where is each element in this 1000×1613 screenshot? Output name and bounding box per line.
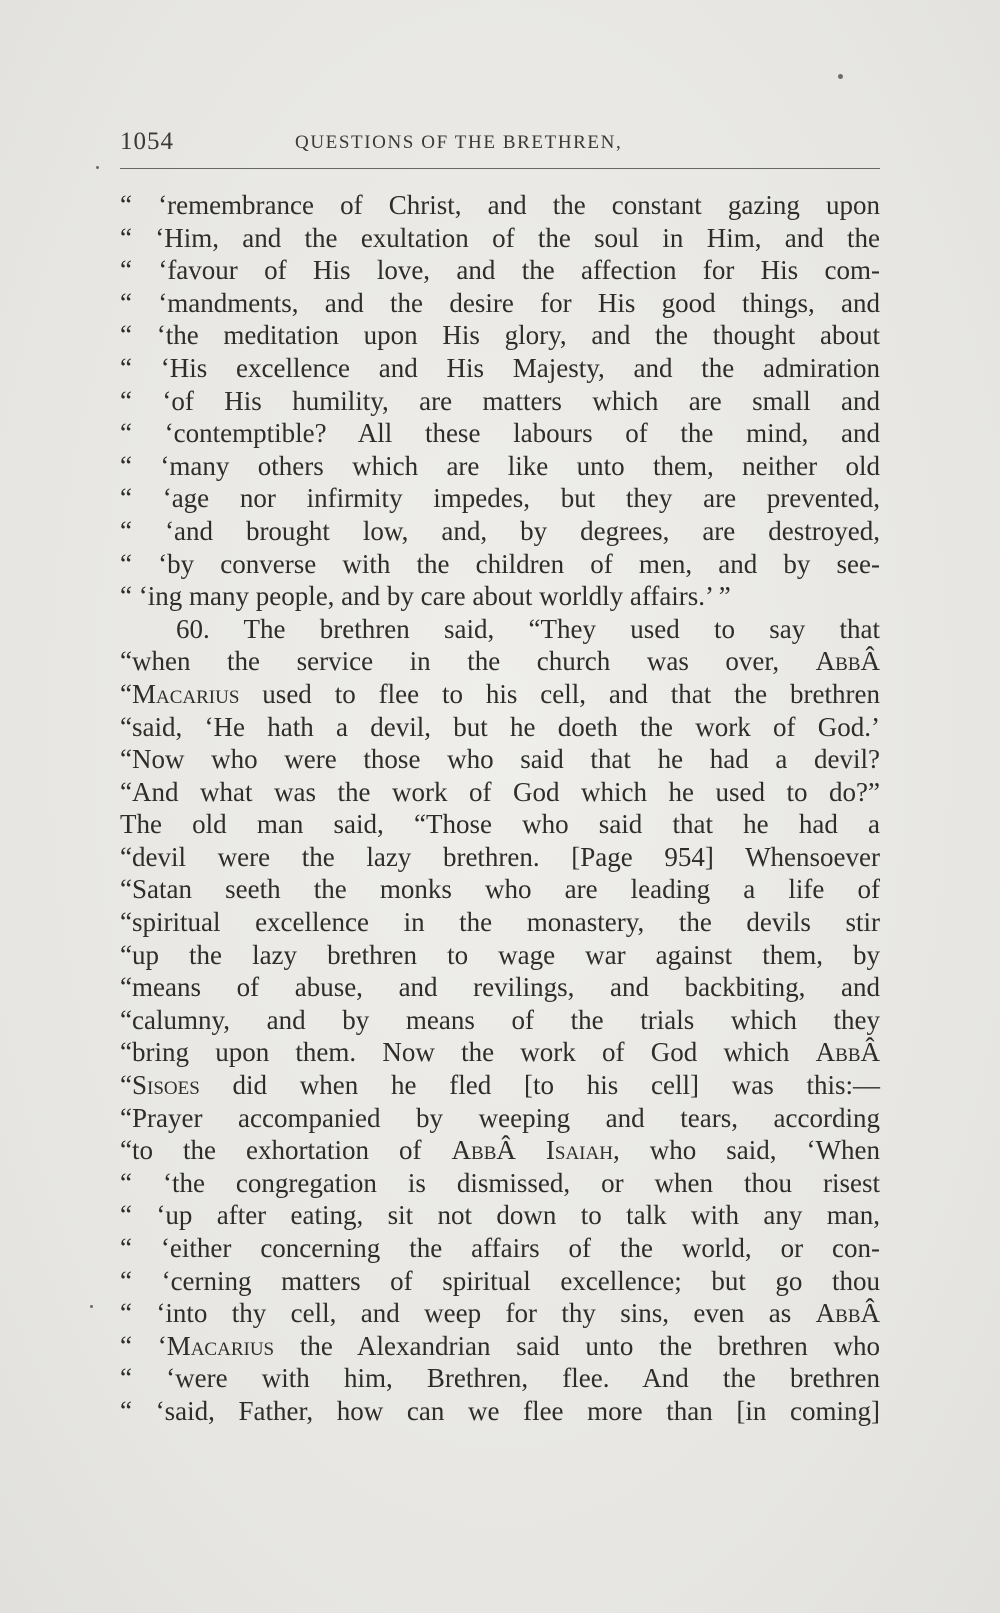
text-segment: “to the exhortation of: [120, 1135, 452, 1166]
text-line: [120, 1004, 880, 1037]
ink-speck: [90, 1305, 93, 1308]
text-line: [120, 222, 880, 255]
text-segment: “: [120, 1070, 132, 1101]
text-segment: , who said, ‘When: [612, 1135, 880, 1166]
text-line: [120, 385, 880, 418]
text-line: [120, 482, 880, 515]
text-segment: “ ‘said, Father, how can we flee more than [in coming]: [120, 1395, 880, 1426]
text-segment: “ ‘contemptible? All these labours of the mind, and: [120, 418, 880, 449]
text-segment: “bring upon them. Now the work of God which: [120, 1037, 816, 1068]
text-segment: “And what was the work of God which he used to do?”: [120, 776, 880, 807]
text-segment: “ ‘His excellence and His Majesty, and the admiration: [120, 352, 880, 383]
header-rule: [120, 168, 880, 169]
text-line: [120, 678, 880, 711]
text-line: [120, 1069, 880, 1102]
text-segment: “Now who were those who said that he had a devil?: [120, 744, 880, 775]
text-segment: “ ‘ing many people, and by care about worldly affairs.’ ”: [120, 581, 731, 612]
text-line: [120, 1395, 880, 1428]
text-line: [120, 1167, 880, 1200]
text-line: [120, 873, 880, 906]
text-segment: “ ‘the congregation is dismissed, or when thou risest: [120, 1167, 880, 1198]
text-segment: “ ‘were with him, Brethren, flee. And the brethren: [120, 1363, 880, 1394]
text-segment: “up the lazy brethren to wage war against them, by: [120, 939, 880, 970]
text-line: [120, 450, 880, 483]
text-segment: “spiritual excellence in the monastery, the devils stir: [120, 907, 880, 938]
proper-name: Sisoes: [131, 1070, 200, 1101]
text-segment: 60. The brethren said, “They used to say that: [176, 613, 880, 644]
text-line: [120, 939, 880, 972]
text-line: [120, 743, 880, 776]
text-line: [120, 1199, 880, 1232]
text-segment: “ ‘mandments, and the desire for His good things, and: [120, 287, 880, 318]
text-line: [120, 417, 880, 450]
text-segment: did when he fled [to his cell] was this:—: [199, 1070, 880, 1101]
text-segment: “ ‘the meditation upon His glory, and the thought about: [120, 320, 880, 351]
text-line: [120, 1330, 880, 1363]
ink-speck: [838, 74, 843, 79]
text-line: [120, 776, 880, 809]
text-segment: “ ‘by converse with the children of men, and by see-: [120, 548, 880, 579]
text-segment: “ ‘into thy cell, and weep for thy sins, even as: [120, 1298, 816, 1329]
text-line: [120, 906, 880, 939]
text-line: [120, 319, 880, 352]
text-line: [120, 189, 880, 222]
text-segment: “calumny, and by means of the trials which they: [120, 1004, 880, 1035]
text-segment: “ ‘either concerning the affairs of the world, or con-: [120, 1233, 880, 1263]
text-line: [120, 841, 880, 874]
text-segment: “ ‘remembrance of Christ, and the constant gazing upon: [120, 190, 880, 220]
text-line: [120, 971, 880, 1004]
text-line: [120, 808, 880, 841]
page-number: 1054: [120, 128, 174, 155]
text-segment: “ ‘many others which are like unto them, neither old: [120, 450, 880, 481]
proper-name: Macarius: [131, 678, 240, 709]
proper-name: AbbÂ Isaiah: [451, 1135, 613, 1166]
text-line: [120, 1362, 880, 1395]
text-segment: “ ‘Him, and the exultation of the soul in Him, and the: [120, 222, 880, 253]
text-segment: used to flee to his cell, and that the brethren: [239, 678, 880, 709]
text-segment: “ ‘: [120, 1330, 167, 1361]
text-segment: “ ‘favour of His love, and the affection for His com-: [120, 255, 880, 286]
text-segment: “ ‘and brought low, and, by degrees, are destroyed,: [120, 515, 880, 546]
text-line: [120, 711, 880, 744]
text-line: [120, 287, 880, 320]
text-line: [120, 254, 880, 287]
text-line: [120, 352, 880, 385]
ink-speck: [96, 166, 99, 169]
text-line: [120, 580, 880, 613]
text-segment: “said, ‘He hath a devil, but he doeth the work of God.’: [120, 711, 880, 742]
text-line: [120, 548, 880, 581]
page-header: [120, 128, 880, 168]
text-line: [120, 645, 880, 678]
text-segment: the Alexandrian said unto the brethren who: [274, 1330, 880, 1361]
text-segment: “ ‘age nor infirmity impedes, but they are prevented,: [120, 483, 880, 514]
text-line: [120, 515, 880, 548]
text-line: [120, 1134, 880, 1167]
text-line: [120, 1102, 880, 1135]
body-text: [120, 189, 880, 1428]
text-segment: “when the service in the church was over,: [120, 646, 816, 677]
running-title: QUESTIONS OF THE BRETHREN,: [295, 132, 623, 153]
text-segment: The old man said, “Those who said that he had a: [120, 809, 880, 840]
text-segment: “Prayer accompanied by weeping and tears, according: [120, 1102, 880, 1133]
text-segment: “: [120, 678, 132, 709]
proper-name: AbbÂ: [815, 646, 880, 677]
proper-name: Macarius: [166, 1330, 275, 1361]
text-segment: “devil were the lazy brethren. [Page 954] Whensoever: [120, 841, 880, 872]
proper-name: AbbÂ: [815, 1037, 880, 1068]
text-line: [120, 613, 880, 646]
text-segment: “ ‘of His humility, are matters which are small and: [120, 385, 880, 416]
text-line: [120, 1265, 880, 1298]
text-line: [120, 1232, 880, 1265]
text-segment: “Satan seeth the monks who are leading a life of: [120, 874, 880, 905]
proper-name: AbbÂ: [815, 1298, 880, 1329]
text-segment: “ ‘cerning matters of spiritual excellence; but go thou: [120, 1265, 880, 1296]
text-line: [120, 1036, 880, 1069]
text-segment: “ ‘up after eating, sit not down to talk with any man,: [120, 1200, 880, 1231]
text-segment: “means of abuse, and revilings, and backbiting, and: [120, 972, 880, 1003]
text-line: [120, 1297, 880, 1330]
